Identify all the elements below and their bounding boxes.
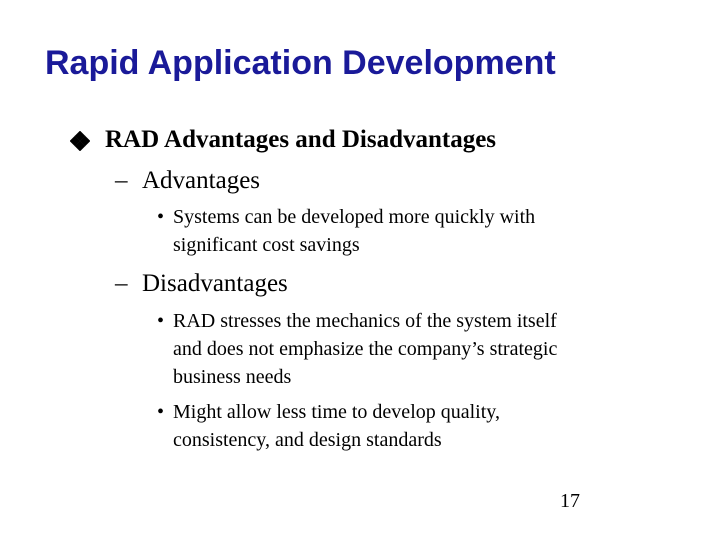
advantages-heading-text: Advantages bbox=[142, 167, 261, 194]
bullet-text: Systems can be developed more quickly with significant cost savings bbox=[173, 206, 536, 256]
diamond-ornament-icon bbox=[70, 131, 90, 151]
bullet-dot: • bbox=[157, 401, 165, 423]
dash-marker: – bbox=[115, 167, 128, 194]
disadvantages-bullet-2 bbox=[157, 398, 657, 454]
bullet-text: Might allow less time to develop quality, consistency, and design standards bbox=[173, 401, 500, 451]
bullet-text: RAD stresses the mechanics of the system itself and does not emphasize the company’s strategic business needs bbox=[173, 310, 558, 388]
bullet-dot: • bbox=[157, 206, 165, 228]
main-heading-text: RAD Advantages and Disadvantages bbox=[105, 126, 497, 153]
slide-title: Rapid Application Development bbox=[45, 44, 556, 82]
disadvantages-bullet-1 bbox=[157, 307, 657, 391]
advantages-bullet-1 bbox=[157, 203, 657, 259]
bullet-dot: • bbox=[157, 310, 165, 332]
disadvantages-heading-text: Disadvantages bbox=[142, 270, 288, 297]
page-number: 17 bbox=[560, 490, 580, 512]
dash-marker: – bbox=[115, 270, 128, 297]
